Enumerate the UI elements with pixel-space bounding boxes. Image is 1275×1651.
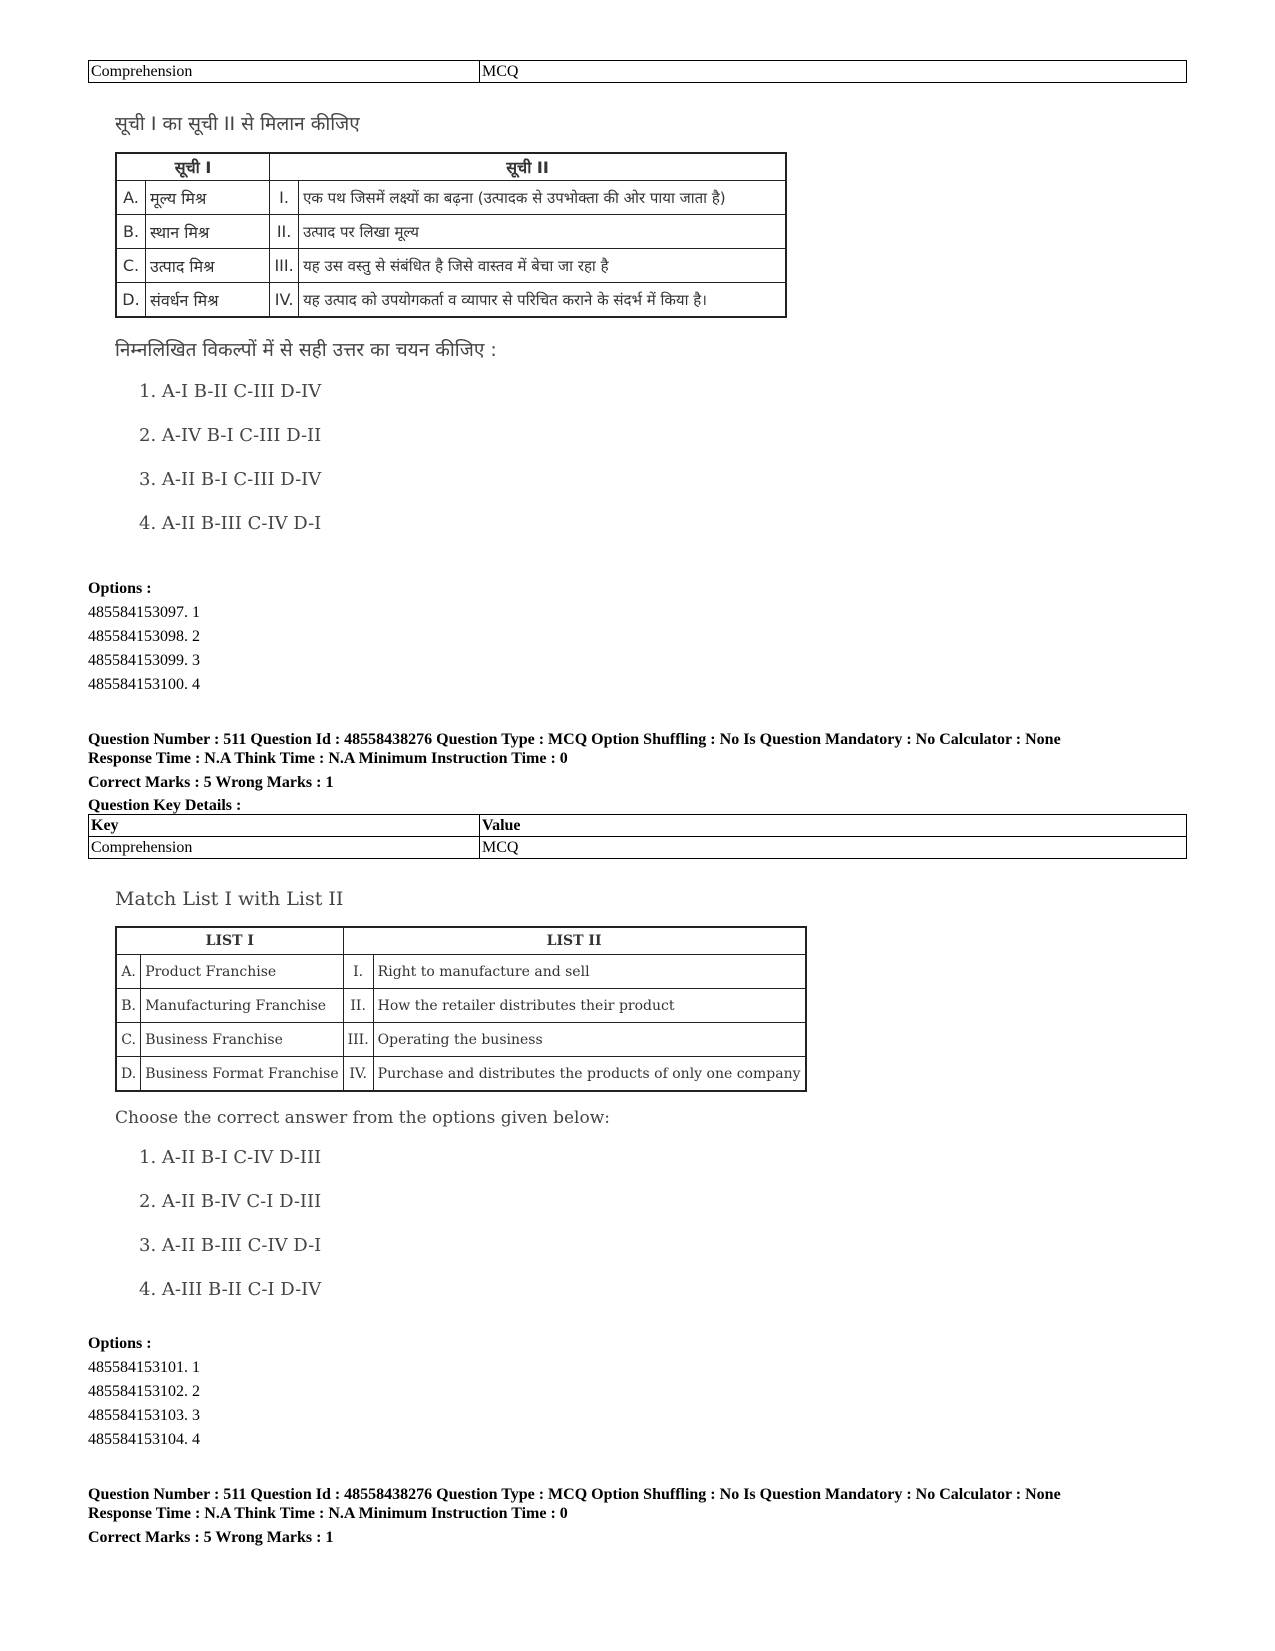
option-item: 485584153098. 2 bbox=[88, 628, 200, 645]
option-item: 485584153103. 3 bbox=[88, 1407, 200, 1424]
list1-item: Manufacturing Franchise bbox=[141, 989, 343, 1023]
row-label: III. bbox=[270, 249, 299, 283]
table-header-row bbox=[116, 927, 806, 955]
table-row bbox=[116, 955, 806, 989]
choice-item: 1. A-II B-I C-IV D-III bbox=[139, 1147, 322, 1168]
question-instruction: सूची I का सूची II से मिलान कीजिए bbox=[115, 113, 360, 135]
row-label: IV. bbox=[270, 283, 299, 318]
value-cell: MCQ bbox=[480, 837, 1187, 859]
list1-item: संवर्धन मिश्र bbox=[146, 283, 270, 318]
choice-item: 4. A-II B-III C-IV D-I bbox=[139, 513, 322, 534]
key-details-heading: Question Key Details : bbox=[88, 797, 242, 814]
match-table bbox=[115, 926, 807, 1092]
key-cell: Comprehension bbox=[89, 61, 480, 83]
row-label: A. bbox=[116, 955, 141, 989]
option-item: 485584153101. 1 bbox=[88, 1359, 200, 1376]
row-label: B. bbox=[116, 989, 141, 1023]
option-item: 485584153104. 4 bbox=[88, 1431, 200, 1448]
list2-header: LIST II bbox=[343, 927, 805, 955]
table-header-row bbox=[89, 815, 1187, 837]
question-meta bbox=[88, 1485, 1238, 1547]
top-key-table bbox=[88, 60, 1187, 83]
list1-item: उत्पाद मिश्र bbox=[146, 249, 270, 283]
table-header-row bbox=[116, 153, 786, 181]
list1-item: Product Franchise bbox=[141, 955, 343, 989]
list2-item: यह उस वस्तु से संबंधित है जिसे वास्तव में बेचा जा रहा है bbox=[299, 249, 786, 283]
list2-item: यह उत्पाद को उपयोगकर्ता व व्यापार से परिचित कराने के संदर्भ में किया है। bbox=[299, 283, 786, 318]
question-image-english bbox=[115, 888, 807, 1312]
row-label: I. bbox=[270, 181, 299, 215]
meta-line: Response Time : N.A Think Time : N.A Minimum Instruction Time : 0 bbox=[88, 750, 568, 767]
list2-item: How the retailer distributes their product bbox=[373, 989, 805, 1023]
key-value-table bbox=[88, 814, 1187, 859]
option-item: 485584153097. 1 bbox=[88, 604, 200, 621]
list2-item: एक पथ जिसमें लक्ष्यों का बढ़ना (उत्पादक से उपभोक्ता की ओर पाया जाता है) bbox=[299, 181, 786, 215]
list1-header: सूची I bbox=[116, 153, 270, 181]
choose-instruction: Choose the correct answer from the options given below: bbox=[115, 1108, 610, 1128]
choose-instruction: निम्नलिखित विकल्पों में से सही उत्तर का चयन कीजिए : bbox=[115, 339, 497, 361]
list1-item: स्थान मिश्र bbox=[146, 215, 270, 249]
table-row bbox=[116, 215, 786, 249]
meta-line: Question Number : 511 Question Id : 48558438276 Question Type : MCQ Option Shuffling : No Is Question Mandatory : No Calculator : None bbox=[88, 731, 1061, 748]
meta-line: Response Time : N.A Think Time : N.A Minimum Instruction Time : 0 bbox=[88, 1505, 568, 1522]
question-image-hindi bbox=[115, 110, 787, 546]
key-header: Key bbox=[89, 815, 480, 837]
choice-item: 1. A-I B-II C-III D-IV bbox=[139, 381, 322, 402]
list2-item: Operating the business bbox=[373, 1023, 805, 1057]
table-row bbox=[116, 283, 786, 318]
list2-item: Right to manufacture and sell bbox=[373, 955, 805, 989]
list1-item: मूल्य मिश्र bbox=[146, 181, 270, 215]
table-row bbox=[116, 249, 786, 283]
row-label: D. bbox=[116, 1057, 141, 1092]
row-label: B. bbox=[116, 215, 146, 249]
option-item: 485584153100. 4 bbox=[88, 676, 200, 693]
table-row bbox=[116, 1023, 806, 1057]
row-label: D. bbox=[116, 283, 146, 318]
key-cell: Comprehension bbox=[89, 837, 480, 859]
list1-header: LIST I bbox=[116, 927, 343, 955]
table-row bbox=[89, 837, 1187, 859]
marks-line: Correct Marks : 5 Wrong Marks : 1 bbox=[88, 1529, 334, 1546]
choice-item: 2. A-II B-IV C-I D-III bbox=[139, 1191, 322, 1212]
row-label: II. bbox=[343, 989, 373, 1023]
options-block bbox=[88, 1332, 200, 1452]
list2-item: उत्पाद पर लिखा मूल्य bbox=[299, 215, 786, 249]
row-label: III. bbox=[343, 1023, 373, 1057]
list1-item: Business Format Franchise bbox=[141, 1057, 343, 1092]
question-meta bbox=[88, 730, 1238, 815]
options-block bbox=[88, 577, 200, 697]
row-label: A. bbox=[116, 181, 146, 215]
marks-line: Correct Marks : 5 Wrong Marks : 1 bbox=[88, 774, 334, 791]
row-label: II. bbox=[270, 215, 299, 249]
choice-item: 4. A-III B-II C-I D-IV bbox=[139, 1279, 322, 1300]
table-row bbox=[89, 61, 1187, 83]
value-cell: MCQ bbox=[480, 61, 1187, 83]
row-label: C. bbox=[116, 249, 146, 283]
choice-item: 3. A-II B-III C-IV D-I bbox=[139, 1235, 322, 1256]
match-table bbox=[115, 152, 787, 318]
row-label: IV. bbox=[343, 1057, 373, 1092]
table-row bbox=[116, 181, 786, 215]
list1-item: Business Franchise bbox=[141, 1023, 343, 1057]
question-instruction: Match List I with List II bbox=[115, 888, 344, 910]
row-label: I. bbox=[343, 955, 373, 989]
list2-item: Purchase and distributes the products of only one company bbox=[373, 1057, 805, 1092]
value-header: Value bbox=[480, 815, 1187, 837]
row-label: C. bbox=[116, 1023, 141, 1057]
option-item: 485584153102. 2 bbox=[88, 1383, 200, 1400]
choice-item: 3. A-II B-I C-III D-IV bbox=[139, 469, 322, 490]
choice-list bbox=[139, 370, 787, 546]
option-item: 485584153099. 3 bbox=[88, 652, 200, 669]
choice-item: 2. A-IV B-I C-III D-II bbox=[139, 425, 322, 446]
options-heading: Options : bbox=[88, 1335, 152, 1352]
choice-list bbox=[139, 1136, 807, 1312]
options-heading: Options : bbox=[88, 580, 152, 597]
table-row bbox=[116, 1057, 806, 1092]
table-row bbox=[116, 989, 806, 1023]
list2-header: सूची II bbox=[270, 153, 786, 181]
meta-line: Question Number : 511 Question Id : 48558438276 Question Type : MCQ Option Shuffling : No Is Question Mandatory : No Calculator : None bbox=[88, 1486, 1061, 1503]
